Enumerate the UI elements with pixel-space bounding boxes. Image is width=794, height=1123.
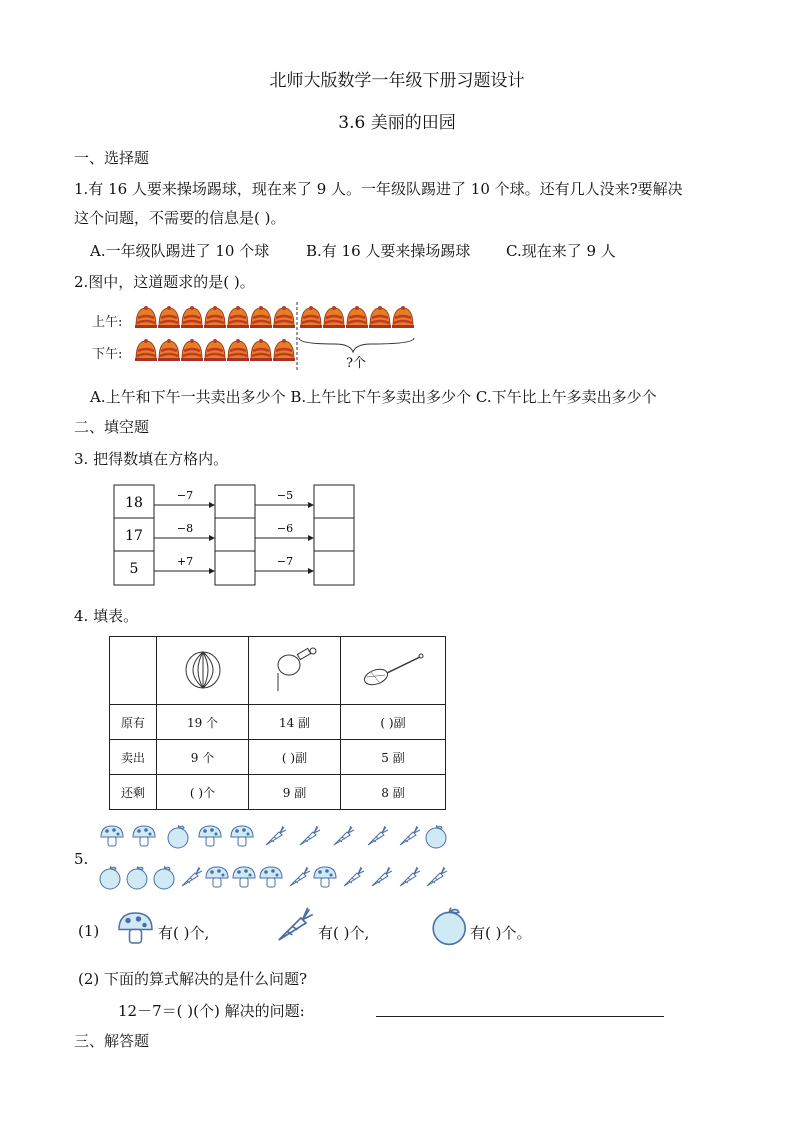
cell-sold-paddle[interactable]: ( )副 [249,740,341,775]
carrot-icon [400,867,420,886]
q5-part2-label: (2) 下面的算式解决的是什么问题? [78,970,308,988]
cell-original-ball: 19 个 [157,705,249,740]
q3-start-2: 17 [125,528,143,544]
carrot-icon [272,906,316,948]
q3-op2-3: −7 [276,555,294,568]
apple-icon [430,906,470,948]
mushroom-icon [260,867,282,887]
carrot-icon [182,867,202,886]
document-title: 北师大版数学一年级下册习题设计 [269,71,525,91]
cell-original-racket[interactable]: ( )副 [341,705,446,740]
q5-number: 5. [74,850,89,868]
mushroom-icon [116,910,156,946]
cell-remaining-paddle: 9 副 [249,775,341,810]
carrot-icon [344,867,364,886]
q3-start-3: 5 [129,561,139,577]
cell-sold-racket: 5 副 [341,740,446,775]
mushroom-icon [199,826,221,846]
cell-remaining-racket: 8 副 [341,775,446,810]
q1-line2: 这个问题，不需要的信息是( )。 [74,209,286,227]
q1-option-b[interactable]: B.有 16 人要来操场踢球 [306,242,471,260]
q2-stem: 2.图中，这道题求的是( )。 [74,273,255,291]
apple-icon [100,866,120,889]
morning-hats-row [135,306,414,328]
q5-carrot-count[interactable]: 有( )个, [318,924,370,942]
ping-pong-paddle-icon [249,637,341,705]
q3-op1-3: +7 [176,555,194,568]
q5-pictures-row1 [100,823,450,851]
q5-expression: 12－7＝( )(个) 解决的问题: [118,1002,305,1020]
carrot-icon [290,867,310,886]
q3-chain-diagram [113,484,358,588]
q2-options[interactable]: A.上午和下午一共卖出多少个 B.上午比下午多卖出多少个 C.下午比上午多卖出多少个 [90,388,657,406]
cell-original-paddle: 14 副 [249,705,341,740]
carrot-icon [368,826,388,845]
q2-hat-diagram [135,300,425,375]
row-label-sold: 卖出 [110,740,157,775]
carrot-icon [300,826,320,845]
q2-afternoon-label: 下午: [92,347,123,362]
cell-remaining-ball[interactable]: ( )个 [157,775,249,810]
apple-icon [168,825,188,848]
q3-op2-1: −5 [276,489,294,502]
q2-unknown-label: ?个 [346,356,366,371]
q4-fill-table [109,636,446,810]
mushroom-icon [206,867,228,887]
section-heading-fill: 二、填空题 [74,418,150,436]
row-label-original: 原有 [110,705,157,740]
q2-morning-label: 上午: [92,315,123,330]
carrot-icon [400,826,420,845]
apple-icon [426,825,446,848]
mushroom-icon [133,826,155,846]
carrot-icon [427,867,447,886]
q3-op1-2: −8 [176,522,194,535]
q3-op1-1: −7 [176,489,194,502]
carrot-icon [266,826,286,845]
q1-option-a[interactable]: A.一年级队踢进了 10 个球 [90,242,270,260]
q1-line1: 1.有 16 人要来操场踢球，现在来了 9 人。一年级队踢进了 10 个球。还有几人没来?要解决 [74,180,683,198]
q5-mushroom-count[interactable]: 有( )个, [158,924,210,942]
q1-option-c[interactable]: C.现在来了 9 人 [506,242,616,260]
mushroom-icon [231,826,253,846]
mushroom-icon [314,867,336,887]
section-heading-choice: 一、选择题 [74,149,150,167]
section-heading-solve: 三、解答题 [74,1032,150,1050]
q5-answer-line[interactable] [376,1016,664,1017]
afternoon-hats-row [135,339,295,361]
apple-icon [154,866,174,889]
badminton-racket-icon [341,637,446,705]
ball-icon [157,637,249,705]
mushroom-icon [233,867,255,887]
q5-apple-count[interactable]: 有( )个。 [470,924,532,942]
q5-pictures-row2 [98,864,450,892]
carrot-icon [334,826,354,845]
q3-start-1: 18 [125,495,143,511]
document-subtitle: 3.6 美丽的田园 [338,113,456,133]
q4-stem: 4. 填表。 [74,607,139,625]
carrot-icon [372,867,392,886]
mushroom-icon [101,826,123,846]
row-label-remaining: 还剩 [110,775,157,810]
cell-sold-ball: 9 个 [157,740,249,775]
apple-icon [127,866,147,889]
q3-stem: 3. 把得数填在方格内。 [74,450,229,468]
q5-part1-label: (1) [78,922,100,940]
q3-op2-2: −6 [276,522,294,535]
